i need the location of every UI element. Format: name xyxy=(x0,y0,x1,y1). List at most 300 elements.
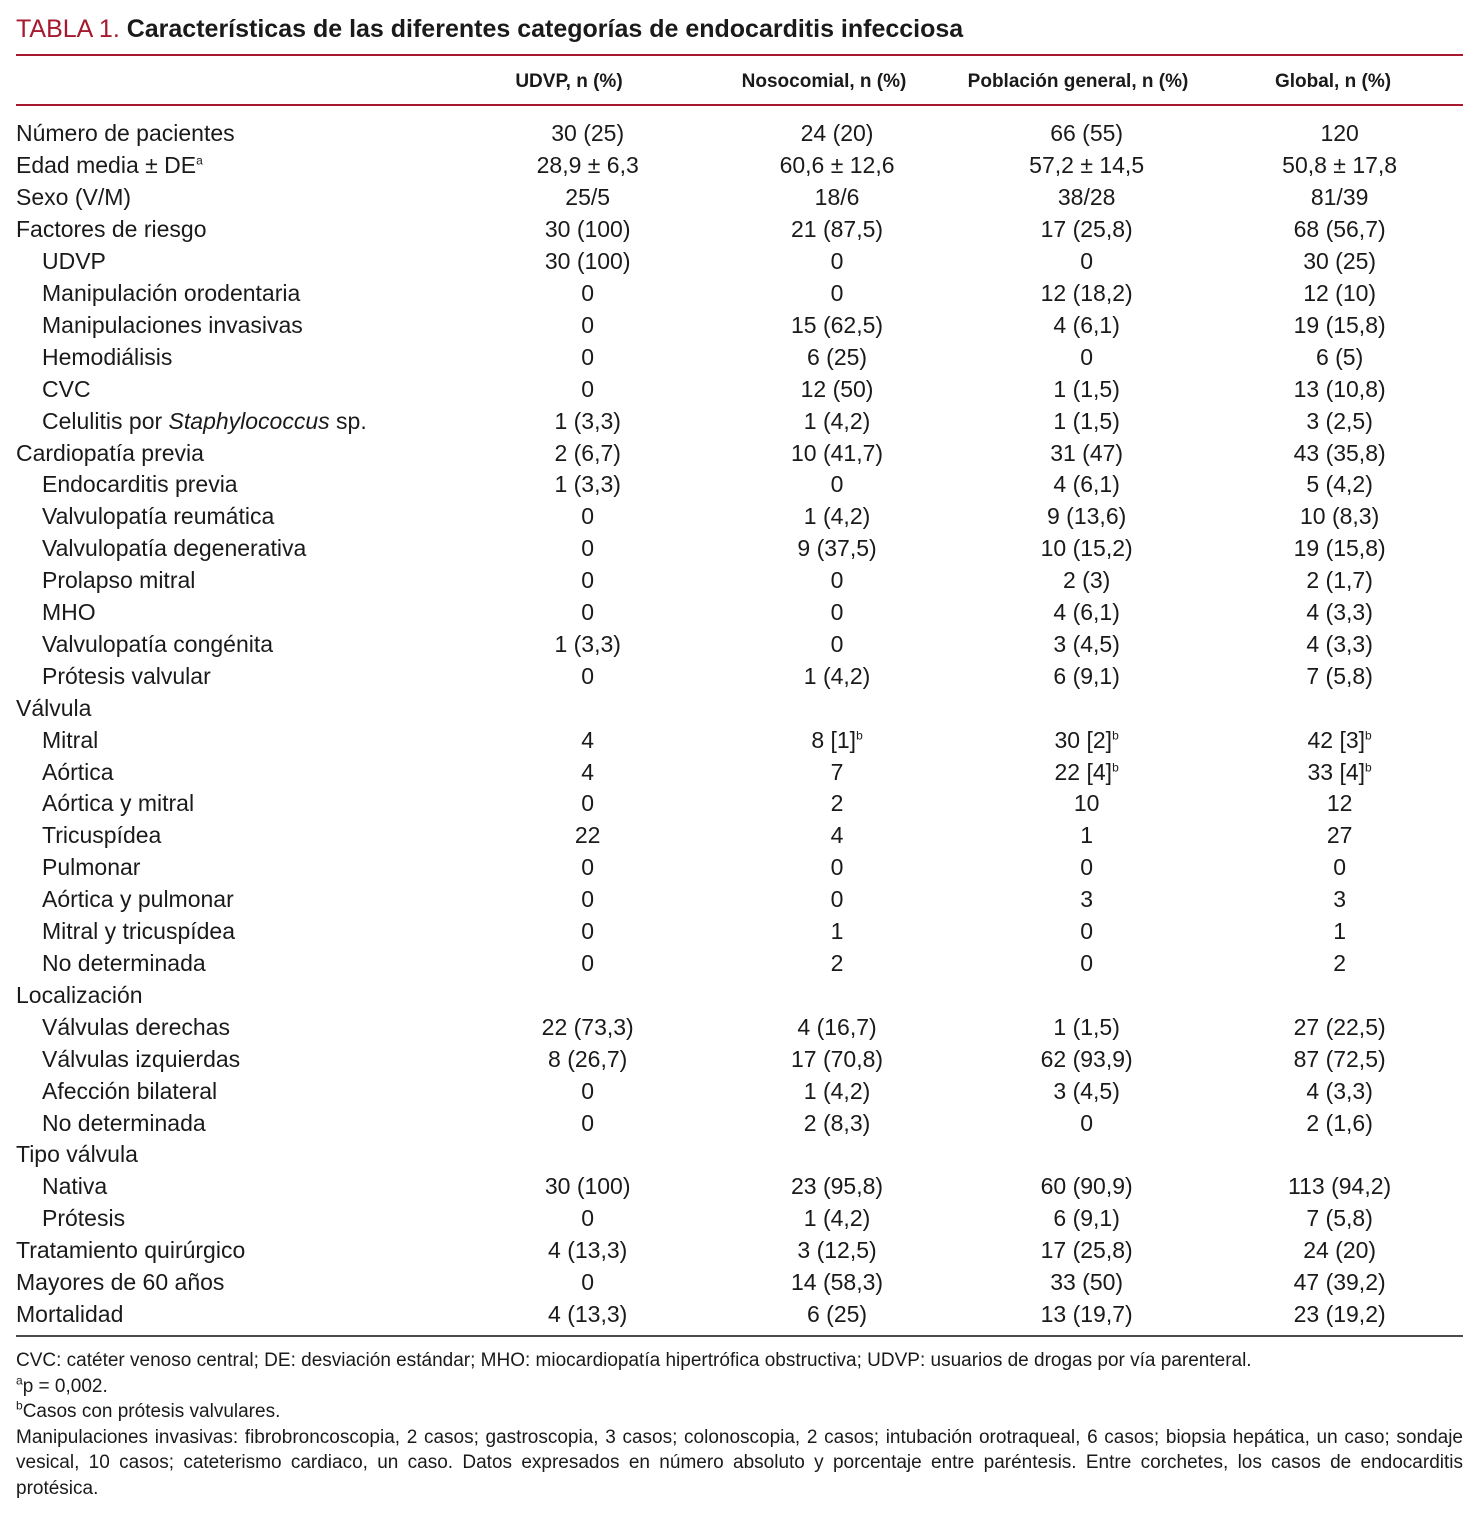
cell-value: 1 (1,5) xyxy=(1053,1013,1120,1040)
table-row xyxy=(16,150,1463,182)
cell-value: 4 xyxy=(581,758,595,785)
table-cell xyxy=(717,597,957,629)
row-label-text: Valvulopatía congénita xyxy=(42,630,274,657)
row-label-text: Manipulación orodentaria xyxy=(42,279,301,306)
cell-value: 38/28 xyxy=(1057,184,1116,211)
row-label-footnote-mark: a xyxy=(196,153,203,168)
table-cell xyxy=(1216,1139,1463,1171)
cell-value: 1 xyxy=(830,918,844,945)
table-cell xyxy=(957,150,1216,182)
table-cell xyxy=(1216,788,1463,820)
cell-value: 4 xyxy=(581,726,595,753)
table-cell xyxy=(717,182,957,214)
row-label xyxy=(16,405,458,437)
cell-value: 8 (26,7) xyxy=(548,1045,628,1072)
cell-value: 2 (1,6) xyxy=(1306,1109,1373,1136)
table-row xyxy=(16,1203,1463,1235)
table-row xyxy=(16,852,1463,884)
cell-value: 2 (3) xyxy=(1062,567,1111,594)
table-cell xyxy=(957,1139,1216,1171)
table-cell xyxy=(458,660,717,692)
table-cell xyxy=(458,1075,717,1107)
table-row xyxy=(16,437,1463,469)
table-row xyxy=(16,1267,1463,1299)
row-label xyxy=(16,948,458,980)
row-label xyxy=(16,1267,458,1299)
row-label-text: Prótesis xyxy=(42,1205,126,1232)
row-label-text: Nativa xyxy=(42,1173,108,1200)
cell-value: 0 xyxy=(830,854,844,881)
table-row xyxy=(16,1299,1463,1331)
table-cell xyxy=(1216,1235,1463,1267)
table-cell xyxy=(957,1299,1216,1331)
cell-value: 0 xyxy=(581,950,595,977)
table-cell xyxy=(458,533,717,565)
cell-value: 21 (87,5) xyxy=(791,216,884,243)
cell-value: 1 (4,2) xyxy=(803,407,871,434)
cell-value: 0 xyxy=(581,599,595,626)
cell-value: 9 (37,5) xyxy=(797,535,877,562)
cell-value: 1 (3,3) xyxy=(554,471,621,498)
cell-value: 4 xyxy=(830,822,844,849)
table-cell xyxy=(458,1203,717,1235)
table-row xyxy=(16,884,1463,916)
table-cell xyxy=(717,1139,957,1171)
cell-value: 0 xyxy=(581,503,595,530)
table-cell xyxy=(957,246,1216,278)
cell-value: 0 xyxy=(581,311,595,338)
table-cell xyxy=(957,820,1216,852)
cell-value: 60,6 ± 12,6 xyxy=(779,152,895,179)
cell-value: 4 (13,3) xyxy=(548,1300,628,1327)
cell-value: 2 (8,3) xyxy=(803,1109,871,1136)
cell-value: 22 (73,3) xyxy=(541,1013,634,1040)
table-cell xyxy=(957,1043,1216,1075)
table-cell xyxy=(1216,118,1463,150)
note-b-mark: b xyxy=(16,1398,23,1413)
row-label xyxy=(16,1011,458,1043)
table-cell xyxy=(717,1203,957,1235)
table-row xyxy=(16,405,1463,437)
table-cell xyxy=(957,278,1216,310)
note-b-text: Casos con prótesis valvulares. xyxy=(22,1401,281,1422)
row-label xyxy=(16,501,458,533)
cell-value: 7 (5,8) xyxy=(1306,1205,1373,1232)
cell-value: 10 (15,2) xyxy=(1040,535,1133,562)
table-cell xyxy=(717,565,957,597)
table-cell xyxy=(1216,660,1463,692)
table-cell xyxy=(1216,1203,1463,1235)
table-cell xyxy=(717,788,957,820)
cell-value: 7 (5,8) xyxy=(1306,662,1373,689)
table-cell xyxy=(957,437,1216,469)
cell-value: 27 (22,5) xyxy=(1293,1013,1386,1040)
table-cell xyxy=(1216,979,1463,1011)
table-cell xyxy=(458,182,717,214)
cell-value: 14 (58,3) xyxy=(791,1269,884,1296)
cell-value: 0 xyxy=(581,535,595,562)
cell-value: 12 xyxy=(1326,790,1353,817)
cell-value: 4 (3,3) xyxy=(1306,630,1373,657)
table-cell xyxy=(1216,309,1463,341)
table-cell xyxy=(717,1075,957,1107)
bottom-rule xyxy=(16,1335,1463,1337)
row-label xyxy=(16,1171,458,1203)
cell-value: 28,9 ± 6,3 xyxy=(536,152,639,179)
row-label-text: Mortalidad xyxy=(16,1300,124,1327)
row-label xyxy=(16,469,458,501)
row-label xyxy=(16,1075,458,1107)
table-cell xyxy=(717,278,957,310)
table-cell xyxy=(458,979,717,1011)
table-cell xyxy=(458,820,717,852)
table-row xyxy=(16,629,1463,661)
row-label xyxy=(16,437,458,469)
cell-value: 66 (55) xyxy=(1050,120,1124,147)
cell-value: 0 xyxy=(581,918,595,945)
table-cell xyxy=(717,724,957,756)
row-label-text: CVC xyxy=(42,375,91,402)
cell-value: 0 xyxy=(581,662,595,689)
cell-value: 30 (25) xyxy=(551,120,625,147)
row-label-italic: Staphylococcus xyxy=(168,407,330,434)
table-cell xyxy=(458,214,717,246)
column-header-poblacion-general: Población general, n (%) xyxy=(967,71,1189,92)
row-label-text: Valvulopatía reumática xyxy=(42,503,275,530)
table-row xyxy=(16,916,1463,948)
table-cell xyxy=(957,852,1216,884)
table-cell xyxy=(1216,916,1463,948)
note-a-text: p = 0,002. xyxy=(22,1375,108,1397)
table-cell xyxy=(957,469,1216,501)
table-cell xyxy=(717,979,957,1011)
table-cell xyxy=(1216,1107,1463,1139)
table-cell xyxy=(1216,1171,1463,1203)
cell-value: 0 xyxy=(581,1109,595,1136)
row-label-text: Hemodiálisis xyxy=(42,343,173,370)
table-cell xyxy=(1216,437,1463,469)
table-cell xyxy=(458,246,717,278)
row-label xyxy=(16,756,458,788)
cell-value: 23 (19,2) xyxy=(1293,1300,1386,1327)
table-row xyxy=(16,692,1463,724)
cell-value: 0 xyxy=(830,248,844,275)
table-row xyxy=(16,533,1463,565)
cell-value: 4 (16,7) xyxy=(797,1013,877,1040)
cell-value: 0 xyxy=(830,567,844,594)
note-abbreviations: CVC: catéter venoso central; DE: desviación estándar; MHO: miocardiopatía hipertrófica obstructiva; UDVP: usuarios de drogas por vía parenteral. xyxy=(16,1350,1252,1371)
note-invasive: Manipulaciones invasivas: fibrobroncoscopia, 2 casos; gastroscopia, 3 casos; colonoscopia, 2 casos; intubación orotraqueal, 6 casos; biopsia hepática, un caso; sondaje vesical, 10 casos; cateterismo cardiaco, un caso. Datos expresados en número absoluto y porcentaje entre paréntesis. Entre corchetes, los casos de endocarditis protésica. xyxy=(16,1426,1463,1499)
cell-value: 18/6 xyxy=(814,184,860,211)
table-cell xyxy=(458,597,717,629)
table-cell xyxy=(1216,214,1463,246)
table-cell xyxy=(717,756,957,788)
cell-value: 6 (25) xyxy=(806,343,868,370)
table-cell xyxy=(1216,756,1463,788)
table-cell xyxy=(458,692,717,724)
row-label-text: Tipo válvula xyxy=(16,1141,138,1168)
row-label xyxy=(16,373,458,405)
row-label xyxy=(16,1299,458,1331)
cell-value: 1 (3,3) xyxy=(554,630,621,657)
cell-value: 6 (9,1) xyxy=(1053,1205,1120,1232)
note-b xyxy=(16,1399,1463,1425)
table-title xyxy=(16,14,963,44)
row-label xyxy=(16,660,458,692)
table-cell xyxy=(957,1171,1216,1203)
cell-footnote-mark: b xyxy=(1112,759,1119,774)
cell-value: 30 (100) xyxy=(544,216,631,243)
table-cell xyxy=(957,629,1216,661)
cell-value: 2 xyxy=(1333,950,1347,977)
row-label-text: Número de pacientes xyxy=(16,120,235,147)
cell-value: 3 (4,5) xyxy=(1053,630,1120,657)
table-cell xyxy=(1216,1299,1463,1331)
cell-value: 2 (1,7) xyxy=(1306,567,1373,594)
data-table xyxy=(16,118,1463,1330)
cell-value: 60 (90,9) xyxy=(1040,1173,1133,1200)
row-label xyxy=(16,118,458,150)
cell-value: 13 (10,8) xyxy=(1293,375,1386,402)
cell-value: 0 xyxy=(1333,854,1347,881)
row-label-text: Cardiopatía previa xyxy=(16,439,204,466)
row-label-text: Endocarditis previa xyxy=(42,471,238,498)
table-cell xyxy=(458,884,717,916)
cell-value: 1 (1,5) xyxy=(1053,407,1120,434)
table-cell xyxy=(1216,150,1463,182)
table-cell xyxy=(957,660,1216,692)
cell-value: 10 (8,3) xyxy=(1299,503,1380,530)
table-cell xyxy=(717,884,957,916)
cell-value: 62 (93,9) xyxy=(1040,1045,1133,1072)
cell-value: 23 (95,8) xyxy=(791,1173,884,1200)
table-cell xyxy=(957,373,1216,405)
table-cell xyxy=(717,118,957,150)
cell-value: 1 (4,2) xyxy=(803,662,871,689)
row-label-text: Aórtica y mitral xyxy=(42,790,195,817)
table-cell xyxy=(957,309,1216,341)
table-row xyxy=(16,979,1463,1011)
cell-value: 0 xyxy=(1080,918,1094,945)
row-label-text: MHO xyxy=(42,599,96,626)
table-row xyxy=(16,278,1463,310)
table-row xyxy=(16,948,1463,980)
table-cell xyxy=(458,1299,717,1331)
cell-value: 0 xyxy=(581,279,595,306)
cell-value: 4 (3,3) xyxy=(1306,599,1373,626)
header-rule xyxy=(16,104,1463,106)
row-label-text: Sexo (V/M) xyxy=(16,184,132,211)
row-label-text: Válvulas izquierdas xyxy=(42,1045,241,1072)
cell-value: 19 (15,8) xyxy=(1293,535,1386,562)
cell-value: 1 (3,3) xyxy=(554,407,621,434)
cell-value: 47 (39,2) xyxy=(1293,1269,1386,1296)
row-label-text: Mitral xyxy=(42,726,99,753)
table-cell xyxy=(957,565,1216,597)
table-cell xyxy=(957,1267,1216,1299)
cell-value: 7 xyxy=(830,758,844,785)
row-label-text: Mitral y tricuspídea xyxy=(42,918,236,945)
table-cell xyxy=(717,469,957,501)
table-cell xyxy=(1216,1267,1463,1299)
cell-value: 4 (6,1) xyxy=(1053,599,1120,626)
row-label xyxy=(16,884,458,916)
table-cell xyxy=(458,501,717,533)
cell-footnote-mark: b xyxy=(856,728,863,743)
cell-value: 50,8 ± 17,8 xyxy=(1282,152,1398,179)
row-label xyxy=(16,246,458,278)
table-row xyxy=(16,1139,1463,1171)
table-cell xyxy=(957,405,1216,437)
cell-value: 24 (20) xyxy=(1303,1237,1377,1264)
table-cell xyxy=(957,948,1216,980)
table-cell xyxy=(717,660,957,692)
table-cell xyxy=(957,692,1216,724)
table-cell xyxy=(717,1011,957,1043)
table-cell xyxy=(717,214,957,246)
row-label-text: Afección bilateral xyxy=(42,1077,218,1104)
row-label-text: Prolapso mitral xyxy=(42,567,196,594)
table-row xyxy=(16,1171,1463,1203)
table-row xyxy=(16,788,1463,820)
cell-value: 3 xyxy=(1333,886,1347,913)
row-label-text: No determinada xyxy=(42,1109,206,1136)
table-cell xyxy=(458,724,717,756)
top-rule xyxy=(16,54,1463,56)
row-label xyxy=(16,979,458,1011)
table-cell xyxy=(717,1235,957,1267)
table-cell xyxy=(957,979,1216,1011)
table-cell xyxy=(957,341,1216,373)
row-label xyxy=(16,916,458,948)
table-cell xyxy=(717,437,957,469)
table-cell xyxy=(957,884,1216,916)
table-cell xyxy=(957,756,1216,788)
table-row xyxy=(16,1043,1463,1075)
row-label-text: Válvula xyxy=(16,694,92,721)
cell-value: 8 [1] xyxy=(811,726,857,753)
table-cell xyxy=(458,309,717,341)
cell-value: 6 (9,1) xyxy=(1053,662,1120,689)
table-cell xyxy=(957,724,1216,756)
cell-footnote-mark: b xyxy=(1365,759,1372,774)
table-row xyxy=(16,756,1463,788)
cell-value: 22 [4] xyxy=(1054,758,1113,785)
cell-value: 0 xyxy=(581,375,595,402)
row-label xyxy=(16,150,458,182)
table-cell xyxy=(458,1139,717,1171)
cell-value: 12 (50) xyxy=(800,375,874,402)
cell-value: 19 (15,8) xyxy=(1293,311,1386,338)
table-cell xyxy=(458,788,717,820)
cell-value: 120 xyxy=(1320,120,1359,147)
cell-value: 22 xyxy=(574,822,601,849)
table-row xyxy=(16,1107,1463,1139)
table-cell xyxy=(458,565,717,597)
cell-value: 27 xyxy=(1326,822,1353,849)
row-label xyxy=(16,1107,458,1139)
note-a-mark: a xyxy=(16,1373,23,1388)
cell-value: 43 (35,8) xyxy=(1293,439,1386,466)
cell-value: 1 xyxy=(1333,918,1347,945)
table-row xyxy=(16,660,1463,692)
table-cell xyxy=(717,852,957,884)
cell-value: 2 xyxy=(830,950,844,977)
row-label xyxy=(16,629,458,661)
row-label-suffix: sp. xyxy=(329,407,367,434)
table-cell xyxy=(1216,629,1463,661)
row-label xyxy=(16,278,458,310)
cell-value: 0 xyxy=(581,343,595,370)
table-row xyxy=(16,1011,1463,1043)
table-cell xyxy=(1216,820,1463,852)
table-cell xyxy=(957,1235,1216,1267)
table-row xyxy=(16,309,1463,341)
cell-value: 1 (4,2) xyxy=(803,1077,871,1104)
row-label-text: Tricuspídea xyxy=(42,822,162,849)
table-cell xyxy=(957,182,1216,214)
table-row xyxy=(16,565,1463,597)
table-row xyxy=(16,214,1463,246)
table-cell xyxy=(957,214,1216,246)
row-label-text: UDVP xyxy=(42,248,106,275)
cell-value: 0 xyxy=(830,886,844,913)
cell-value: 68 (56,7) xyxy=(1293,216,1386,243)
table-cell xyxy=(717,341,957,373)
row-label-text: Aórtica y pulmonar xyxy=(42,886,234,913)
table-cell xyxy=(458,1171,717,1203)
row-label xyxy=(16,565,458,597)
cell-value: 4 (6,1) xyxy=(1053,471,1120,498)
table-row xyxy=(16,246,1463,278)
table-cell xyxy=(458,756,717,788)
row-label xyxy=(16,1203,458,1235)
cell-value: 12 (10) xyxy=(1303,279,1377,306)
cell-value: 30 (25) xyxy=(1303,248,1377,275)
table-row xyxy=(16,182,1463,214)
table-cell xyxy=(458,1043,717,1075)
row-label-text: No determinada xyxy=(42,950,206,977)
table-cell xyxy=(957,788,1216,820)
table-cell xyxy=(957,1075,1216,1107)
row-label-text: Localización xyxy=(16,981,143,1008)
cell-value: 0 xyxy=(581,854,595,881)
row-label xyxy=(16,724,458,756)
row-label-text: Pulmonar xyxy=(42,854,141,881)
cell-footnote-mark: b xyxy=(1112,728,1119,743)
table-cell xyxy=(717,820,957,852)
table-cell xyxy=(717,1267,957,1299)
row-label xyxy=(16,1043,458,1075)
row-label xyxy=(16,214,458,246)
table-cell xyxy=(717,246,957,278)
cell-value: 0 xyxy=(830,630,844,657)
cell-value: 57,2 ± 14,5 xyxy=(1029,152,1145,179)
table-cell xyxy=(717,309,957,341)
cell-value: 0 xyxy=(581,1269,595,1296)
table-cell xyxy=(717,1171,957,1203)
table-cell xyxy=(717,1043,957,1075)
table-cell xyxy=(458,948,717,980)
table-cell xyxy=(458,469,717,501)
table-cell xyxy=(1216,182,1463,214)
table-cell xyxy=(957,916,1216,948)
table-cell xyxy=(957,533,1216,565)
table-cell xyxy=(1216,405,1463,437)
table-cell xyxy=(458,916,717,948)
row-label xyxy=(16,692,458,724)
cell-value: 3 (2,5) xyxy=(1306,407,1373,434)
